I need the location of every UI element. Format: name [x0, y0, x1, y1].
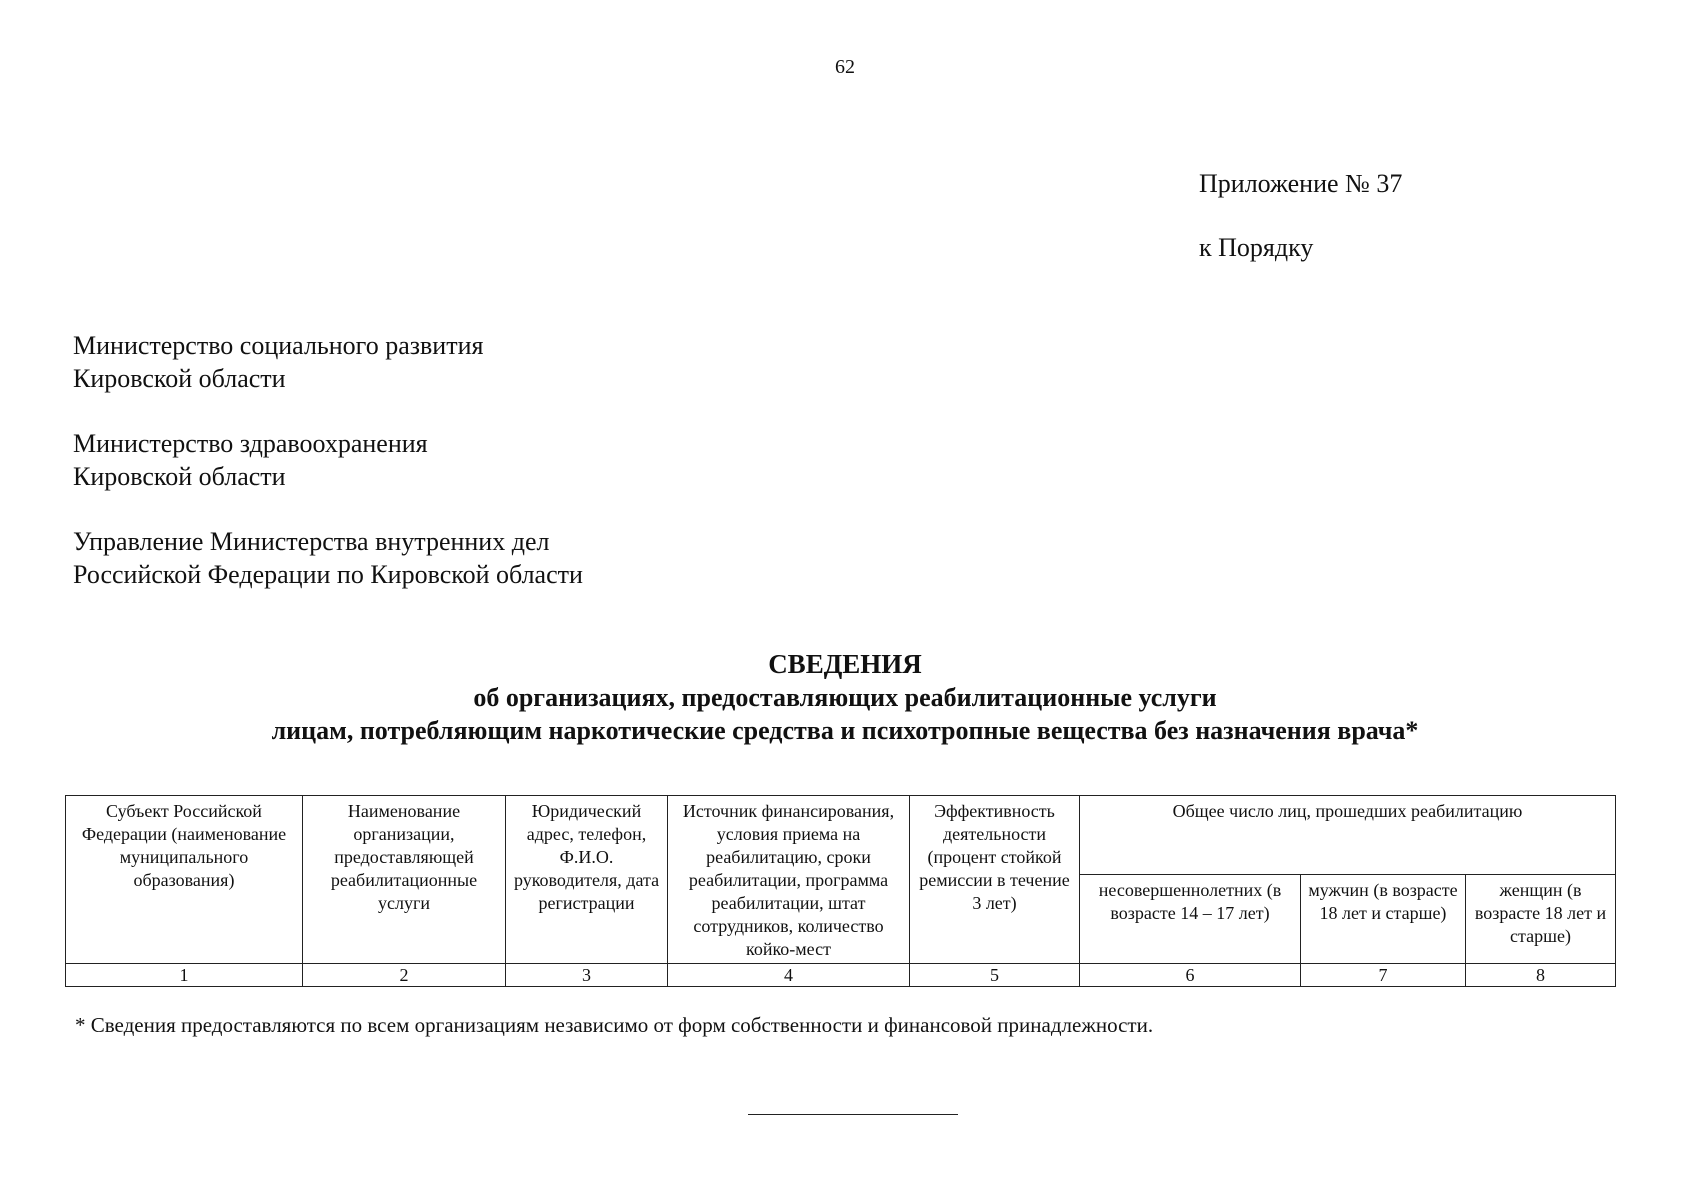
- column-header-effectiveness: Эффективность деятельности (процент стойкой ремиссии в течение 3 лет): [910, 796, 1080, 964]
- column-number: 1: [66, 964, 303, 987]
- page-number: 62: [835, 56, 855, 78]
- footnote: * Сведения предоставляются по всем организациям независимо от форм собственности и финансовой принадлежности.: [75, 1013, 1154, 1037]
- column-header-women: женщин (в возрасте 18 лет и старше): [1466, 875, 1616, 964]
- addressee-line: Министерство здравоохранения: [73, 429, 428, 458]
- column-number: 6: [1080, 964, 1301, 987]
- addressee-line: Кировской области: [73, 462, 286, 491]
- column-number: 4: [668, 964, 910, 987]
- column-header-rehabilitated-total: Общее число лиц, прошедших реабилитацию: [1080, 796, 1616, 875]
- column-header-subject: Субъект Российской Федерации (наименование муниципального образования): [66, 796, 303, 964]
- column-number: 3: [506, 964, 668, 987]
- column-number: 2: [303, 964, 506, 987]
- addressee-line: Управление Министерства внутренних дел: [73, 527, 550, 556]
- addressee-social-ministry: [73, 329, 583, 395]
- addressee-list: [73, 329, 583, 623]
- addressee-line: Министерство социального развития: [73, 331, 484, 360]
- column-number: 7: [1301, 964, 1466, 987]
- column-header-men: мужчин (в возрасте 18 лет и старше): [1301, 875, 1466, 964]
- addressee-health-ministry: [73, 427, 583, 493]
- column-number: 5: [910, 964, 1080, 987]
- appendix-note: [1199, 168, 1402, 263]
- column-header-legal-address: Юридический адрес, телефон, Ф.И.О. руководителя, дата регистрации: [506, 796, 668, 964]
- document-heading: [0, 648, 1690, 747]
- addressee-line: Кировской области: [73, 364, 286, 393]
- column-header-organization: Наименование организации, предоставляющей реабилитационные услуги: [303, 796, 506, 964]
- addressee-interior-ministry: [73, 525, 583, 591]
- addressee-line: Российской Федерации по Кировской области: [73, 560, 583, 589]
- end-divider: [748, 1114, 958, 1115]
- column-number: 8: [1466, 964, 1616, 987]
- document-subtitle: лицам, потребляющим наркотические средства и психотропные вещества без назначения врача*: [271, 716, 1419, 745]
- appendix-reference: к Порядку: [1199, 233, 1314, 263]
- document-title: СВЕДЕНИЯ: [768, 649, 922, 679]
- report-table: [65, 795, 1616, 987]
- document-subtitle: об организациях, предоставляющих реабилитационные услуги: [473, 683, 1217, 712]
- appendix-number: Приложение № 37: [1199, 169, 1403, 198]
- column-header-minors: несовершеннолетних (в возрасте 14 – 17 лет): [1080, 875, 1301, 964]
- column-header-funding: Источник финансирования, условия приема на реабилитацию, сроки реабилитации, программа реабилитации, штат сотрудников, количество койко-мест: [668, 796, 910, 964]
- column-number-row: [66, 964, 1616, 987]
